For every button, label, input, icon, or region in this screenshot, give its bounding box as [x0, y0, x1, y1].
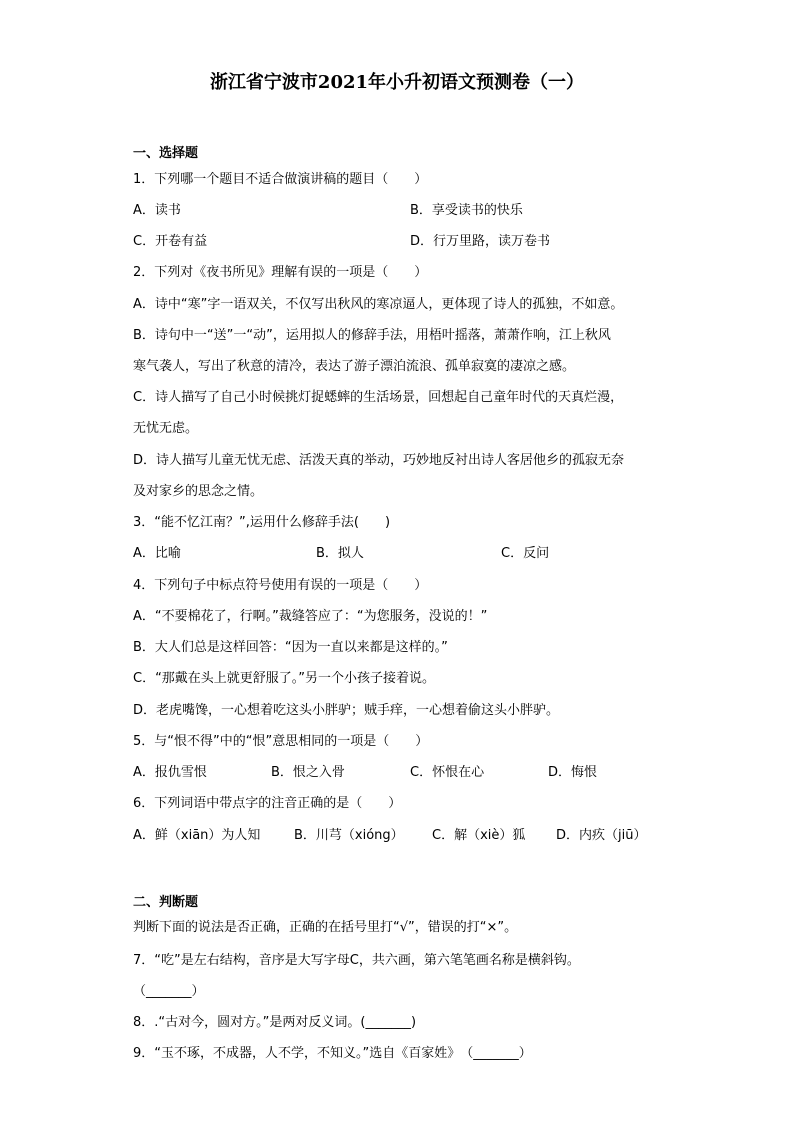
q5-option-d: D．悔恨 — [548, 765, 598, 780]
q1-option-c: C．开卷有益 — [133, 234, 208, 249]
q4-option-c: C．“那戴在头上就更舒服了。”另一个小孩子接着说。 — [133, 671, 436, 686]
q2-option-a: A．诗中“寒”字一语双关，不仅写出秋风的寒凉逼人，更体现了诗人的孤独，不如意。 — [133, 297, 624, 312]
q1-option-b: B．享受读书的快乐 — [410, 203, 523, 218]
q6-option-c: C．解（xiè）狐 — [432, 828, 526, 843]
question-2-stem: 2．下列对《夜书所见》理解有误的一项是（ ） — [133, 265, 428, 280]
question-1-stem: 1．下列哪一个题目不适合做演讲稿的题目（ ） — [133, 172, 428, 187]
q6-option-b: B．川芎（xióng） — [294, 828, 404, 843]
q2-option-d-line1: D．诗人描写儿童无忧无虑、活泼天真的举动，巧妙地反衬出诗人客居他乡的孤寂无奈 — [133, 453, 625, 468]
q2-option-c-line2: 无忧无虑。 — [133, 421, 199, 436]
q5-option-a: A．报仇雪恨 — [133, 765, 207, 780]
q6-option-a: A．鲜（xiān）为人知 — [133, 828, 261, 843]
q4-option-d: D．老虎嘴馋，一心想着吃这头小胖驴；贼手痒，一心想着偷这头小胖驴。 — [133, 703, 560, 718]
q2-option-d-line2: 及对家乡的思念之情。 — [133, 484, 264, 499]
q4-option-b: B．大人们总是这样回答：“因为一直以来都是这样的。” — [133, 640, 448, 655]
q3-option-c: C．反问 — [501, 546, 550, 561]
judgement-instruction: 判断下面的说法是否正确，正确的在括号里打“√”，错误的打“×”。 — [133, 920, 518, 935]
q4-option-a: A．“不要棉花了，行啊。”裁缝答应了：“为您服务，没说的！” — [133, 609, 488, 624]
question-5-stem: 5．与“恨不得”中的“恨”意思相同的一项是（ ） — [133, 734, 429, 749]
q1-option-d: D．行万里路，读万卷书 — [410, 234, 551, 249]
q6-option-d: D．内疚（jiū） — [556, 828, 647, 843]
exam-title: 浙江省宁波市2021年小升初语文预测卷（一） — [209, 72, 585, 93]
question-4-stem: 4．下列句子中标点符号使用有误的一项是（ ） — [133, 578, 428, 593]
question-7-answer-blank: （_______） — [133, 984, 205, 999]
question-9: 9．“玉不琢，不成器，人不学，不知义。”选自《百家姓》 （_______） — [133, 1046, 532, 1061]
q3-option-a: A．比喻 — [133, 546, 181, 561]
q5-option-b: B．恨之入骨 — [271, 765, 345, 780]
question-7: 7．“吃”是左右结构，音序是大写字母C，共六画，第六笔笔画名称是横斜钩。 — [133, 953, 580, 968]
question-6-stem: 6．下列词语中带点字的注音正确的是（ ） — [133, 796, 402, 811]
question-8: 8．.“古对今，圆对方。”是两对反义词。(_______) — [133, 1015, 417, 1030]
q2-option-c-line1: C．诗人描写了自己小时候挑灯捉蟋蟀的生活场景，回想起自己童年时代的天真烂漫， — [133, 390, 624, 405]
section-heading-choice: 一、选择题 — [133, 146, 199, 161]
q2-option-b-line2: 寒气袭人，写出了秋意的清冷，表达了游子漂泊流浪、孤单寂寞的凄凉之感。 — [133, 359, 576, 374]
section-heading-judgement: 二、判断题 — [133, 895, 199, 910]
q1-option-a: A．读书 — [133, 203, 181, 218]
question-3-stem: 3．“能不忆江南？”,运用什么修辞手法( ) — [133, 515, 391, 530]
q3-option-b: B．拟人 — [316, 546, 364, 561]
q2-option-b-line1: B．诗句中一“送”一“动”，运用拟人的修辞手法，用梧叶摇落，萧萧作响，江上秋风 — [133, 328, 611, 343]
q5-option-c: C．怀恨在心 — [410, 765, 485, 780]
